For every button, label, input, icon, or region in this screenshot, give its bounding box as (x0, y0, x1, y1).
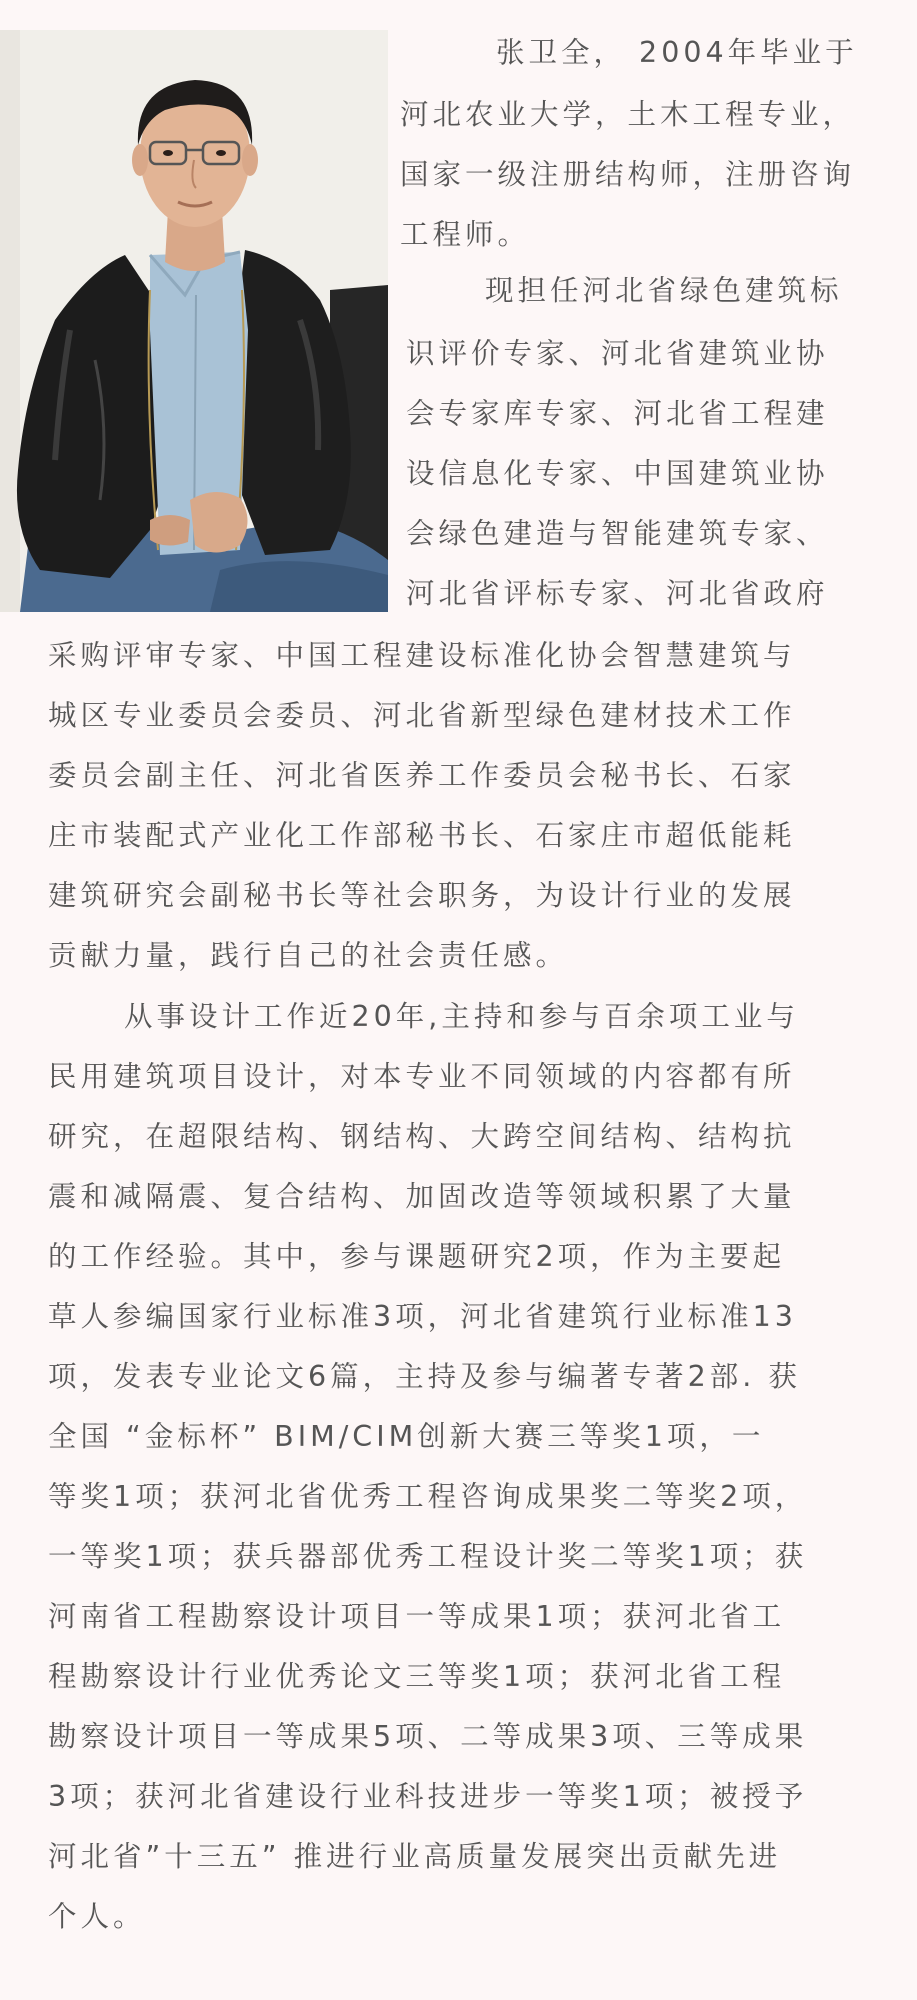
bio-line-31: 河北省”十三五” 推进行业高质量发展突出贡献先进 (48, 1840, 782, 1873)
bio-line-7: 会专家库专家、河北省工程建 (406, 397, 829, 430)
bio-line-19: 研究，在超限结构、钢结构、大跨空间结构、结构抗 (48, 1120, 796, 1153)
bio-line-20: 震和减隔震、复合结构、加固改造等领域积累了大量 (48, 1180, 796, 1213)
bio-line-11: 采购评审专家、中国工程建设标准化协会智慧建筑与 (48, 639, 796, 672)
bio-line-12: 城区专业委员会委员、河北省新型绿色建材技术工作 (48, 699, 796, 732)
bio-line-5: 现担任河北省绿色建筑标 (485, 274, 843, 307)
bio-line-9: 会绿色建造与智能建筑专家、 (406, 517, 829, 550)
bio-line-24: 全国 “金标杯” BIM/CIM创新大赛三等奖1项，一 (48, 1420, 765, 1453)
bio-line-17: 从事设计工作近20年,主持和参与百余项工业与 (124, 1000, 799, 1033)
bio-line-23: 项，发表专业论文6篇，主持及参与编著专著2部. 获 (48, 1360, 801, 1393)
bio-line-3: 国家一级注册结构师，注册咨询 (400, 158, 856, 191)
bio-line-25: 等奖1项；获河北省优秀工程咨询成果奖二等奖2项， (48, 1480, 808, 1513)
bio-line-30: 3项；获河北省建设行业科技进步一等奖1项；被授予 (48, 1780, 808, 1813)
bio-line-2: 河北农业大学，土木工程专业， (400, 98, 856, 131)
bio-line-10: 河北省评标专家、河北省政府 (406, 577, 829, 610)
bio-line-26: 一等奖1项；获兵器部优秀工程设计奖二等奖1项；获 (48, 1540, 808, 1573)
bio-line-8: 设信息化专家、中国建筑业协 (406, 457, 829, 490)
portrait-photo (0, 30, 388, 612)
bio-line-28: 程勘察设计行业优秀论文三等奖1项；获河北省工程 (48, 1660, 786, 1693)
bio-line-15: 建筑研究会副秘书长等社会职务，为设计行业的发展 (48, 879, 796, 912)
bio-line-14: 庄市装配式产业化工作部秘书长、石家庄市超低能耗 (48, 819, 796, 852)
bio-line-1: 张卫全， 2004年毕业于 (496, 36, 858, 69)
bio-line-21: 的工作经验。其中，参与课题研究2项，作为主要起 (48, 1240, 786, 1273)
bio-line-22: 草人参编国家行业标准3项，河北省建筑行业标准13 (48, 1300, 797, 1333)
bio-line-4: 工程师。 (400, 218, 531, 251)
bio-line-6: 识评价专家、河北省建筑业协 (406, 337, 829, 370)
bio-line-29: 勘察设计项目一等成果5项、二等成果3项、三等成果 (48, 1720, 808, 1753)
bio-line-27: 河南省工程勘察设计项目一等成果1项；获河北省工 (48, 1600, 786, 1633)
bio-line-13: 委员会副主任、河北省医养工作委员会秘书长、石家 (48, 759, 796, 792)
bio-line-32: 个人。 (48, 1900, 146, 1933)
bio-line-18: 民用建筑项目设计，对本专业不同领域的内容都有所 (48, 1060, 796, 1093)
bio-line-16: 贡献力量，践行自己的社会责任感。 (48, 939, 569, 972)
